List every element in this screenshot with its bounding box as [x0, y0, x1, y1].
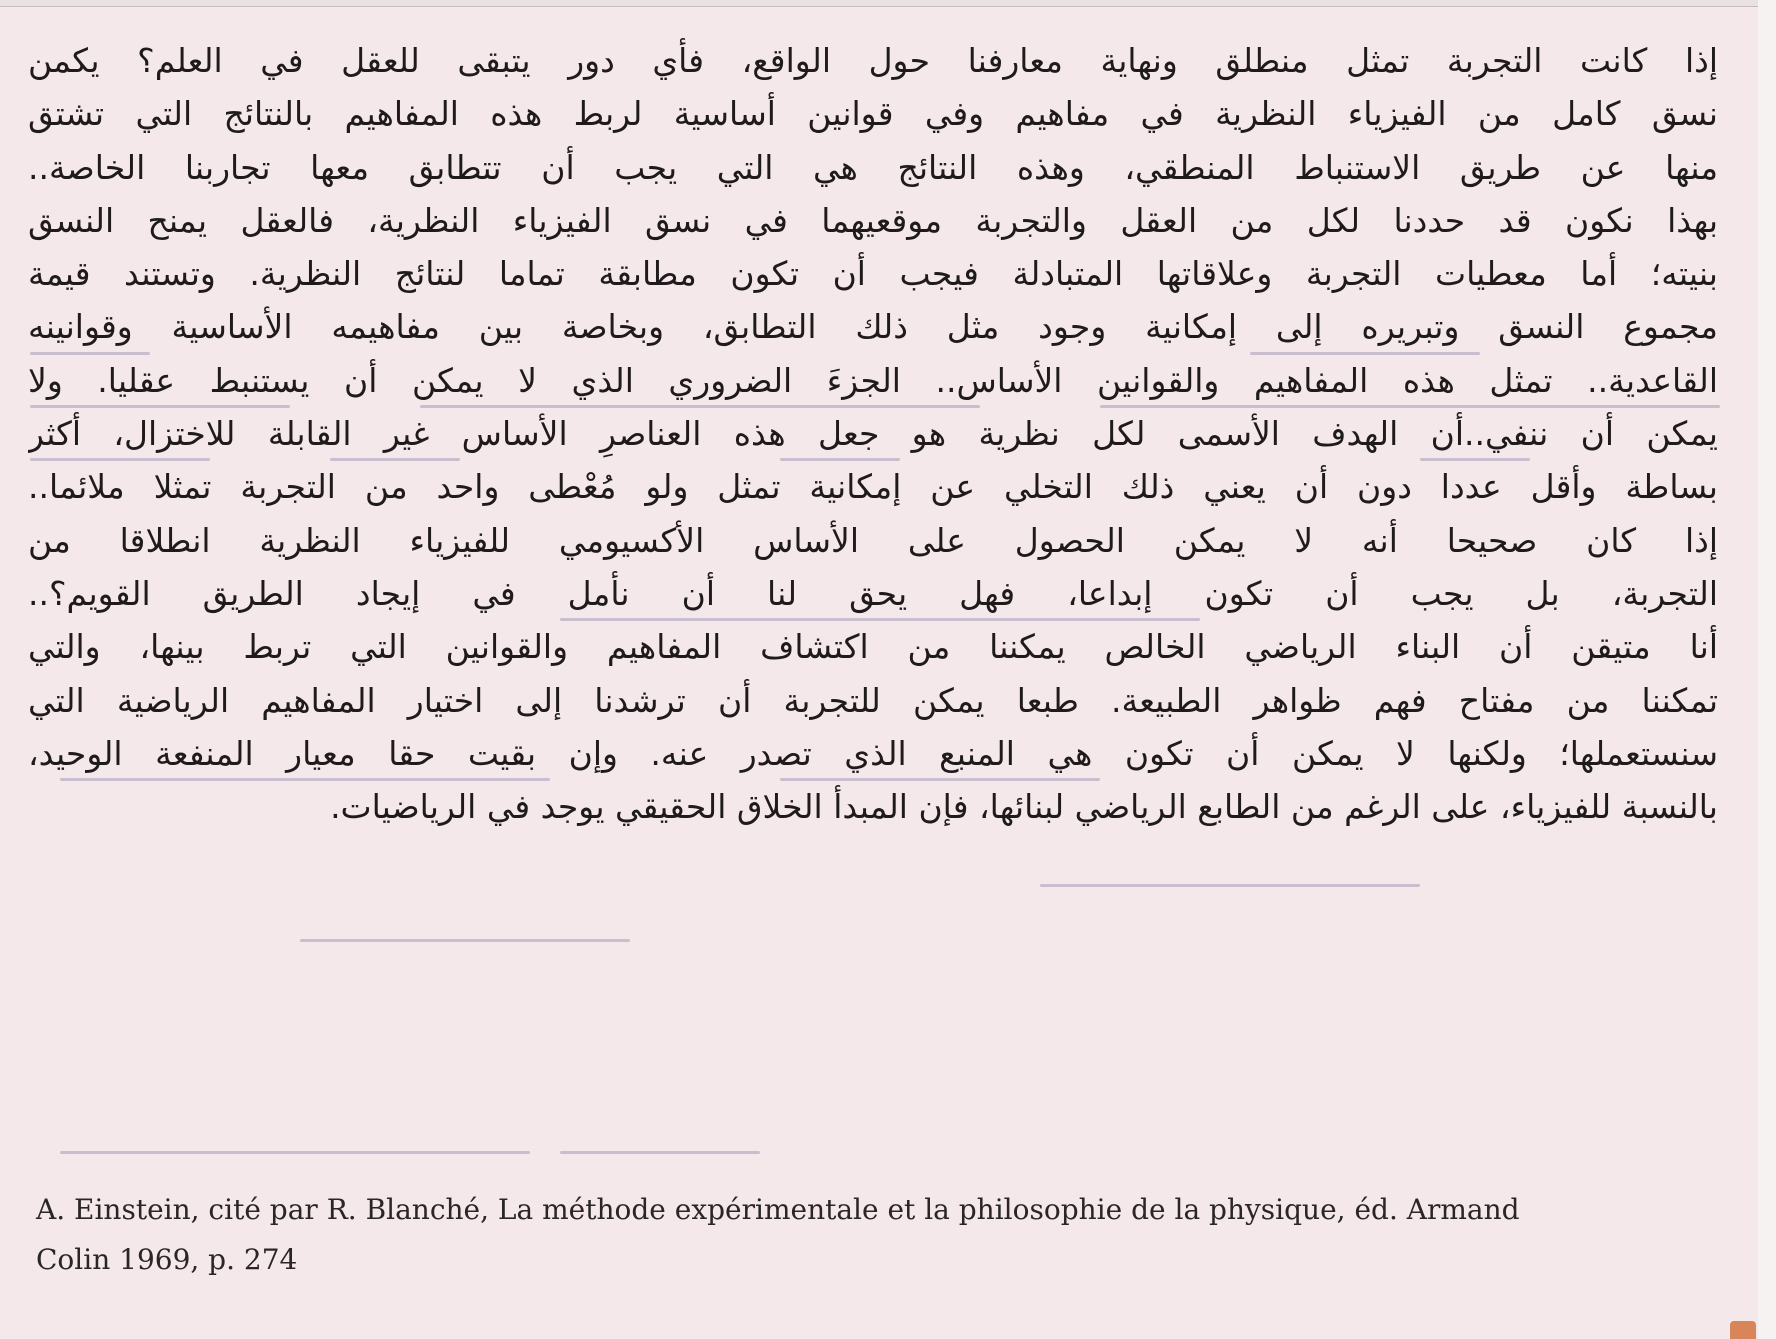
citation-line-1: A. Einstein, cité par R. Blanché, La méthode expérimentale et la philosophie de la physique, éd. Armand: [36, 1193, 1520, 1226]
pencil-underline-15: [60, 1151, 530, 1154]
page-top-edge: [0, 0, 1776, 7]
text-line-5: بنيته؛ أما معطيات التجربة وعلاقاتها المتبادلة فيجب أن تكون مطابقة تماما لنتائج النظرية. وتستند قيمة: [28, 254, 1718, 294]
text-line-14: سنستعملها؛ ولكنها لا يمكن أن تكون هي المنبع الذي تصدر عنه. وإن بقيت حقا معيار المنفعة الوحيد،: [28, 733, 1718, 773]
text-line-15: بالنسبة للفيزياء، على الرغم من الطابع الرياضي لبنائها، فإن المبدأ الخلاق الحقيقي يوجد في الرياضيات.: [330, 787, 1718, 827]
citation-line-2: Colin 1969, p. 274: [36, 1243, 298, 1276]
text-line-8: يمكن أن ننفي..أن الهدف الأسمى لكل نظرية هو جعل هذه العناصرِ الأساس غير القابلة للاختزال، أكثر: [28, 414, 1718, 454]
pencil-underline-1: [30, 352, 150, 355]
pencil-underline-2: [1250, 352, 1480, 355]
text-line-11: التجربة، بل يجب أن تكون إبداعا، فهل يحق لنا أن نأمل في إيجاد الطريق القويم؟..: [28, 573, 1718, 613]
text-line-2: نسق كامل من الفيزياء النظرية في مفاهيم وفي قوانين أساسية لربط هذه المفاهيم بالنتائج التي تشتق: [28, 94, 1718, 134]
text-line-4: بهذا نكون قد حددنا لكل من العقل والتجربة موقعيهما في نسق الفيزياء النظرية، فالعقل يمنح النسق: [28, 200, 1718, 240]
text-line-12: أنا متيقن أن البناء الرياضي الخالص يمكننا من اكتشاف المفاهيم والقوانين التي تربط بينها، والتي: [28, 627, 1718, 667]
pencil-underline-14: [300, 939, 630, 942]
pencil-underline-6: [30, 458, 210, 461]
pencil-underline-11: [60, 778, 550, 781]
pencil-underline-16: [560, 1151, 760, 1154]
pencil-underline-13: [1040, 884, 1420, 887]
text-line-13: تمكننا من مفتاح فهم ظواهر الطبيعة. طبعا يمكن للتجربة أن ترشدنا إلى اختيار المفاهيم الرياضية التي: [28, 680, 1718, 720]
text-line-6: مجموع النسق وتبريره إلى إمكانية وجود مثل ذلك التطابق، وبخاصة بين مفاهيمه الأساسية وقوانينه: [28, 307, 1718, 347]
text-line-9: بساطة وأقل عددا دون أن يعني ذلك التخلي عن إمكانية تمثل ولو مُعْطى واحد من التجربة تمثلا ملائما..: [28, 467, 1718, 507]
arabic-text-passage: [28, 34, 1718, 833]
pencil-underline-12: [780, 778, 1100, 781]
text-line-7: القاعدية.. تمثل هذه المفاهيم والقوانين الأساس.. الجزءَ الضروري الذي لا يمكن أن يستنبط عقليا. ولا: [28, 360, 1718, 400]
text-line-1: إذا كانت التجربة تمثل منطلق ونهاية معارفنا حول الواقع، فأي دور يتبقى للعقل في العلم؟ يكمن: [28, 41, 1718, 80]
pencil-underline-7: [330, 458, 460, 461]
corner-color-tab: [1730, 1321, 1756, 1339]
pencil-underline-8: [780, 458, 900, 461]
page-right-margin: [1758, 0, 1776, 1339]
pencil-underline-5: [1100, 405, 1720, 408]
citation-reference: [36, 1185, 1736, 1285]
pencil-underline-10: [560, 618, 1200, 621]
pencil-underline-3: [30, 405, 290, 408]
pencil-underline-4: [420, 405, 980, 408]
text-line-3: منها عن طريق الاستنباط المنطقي، وهذه النتائج هي التي يجب أن تتطابق معها تجاربنا الخاصة..: [28, 147, 1718, 187]
text-line-10: إذا كان صحيحا أنه لا يمكن الحصول على الأساس الأكسيومي للفيزياء النظرية انطلاقا من: [28, 520, 1718, 560]
pencil-underline-9: [1420, 458, 1530, 461]
